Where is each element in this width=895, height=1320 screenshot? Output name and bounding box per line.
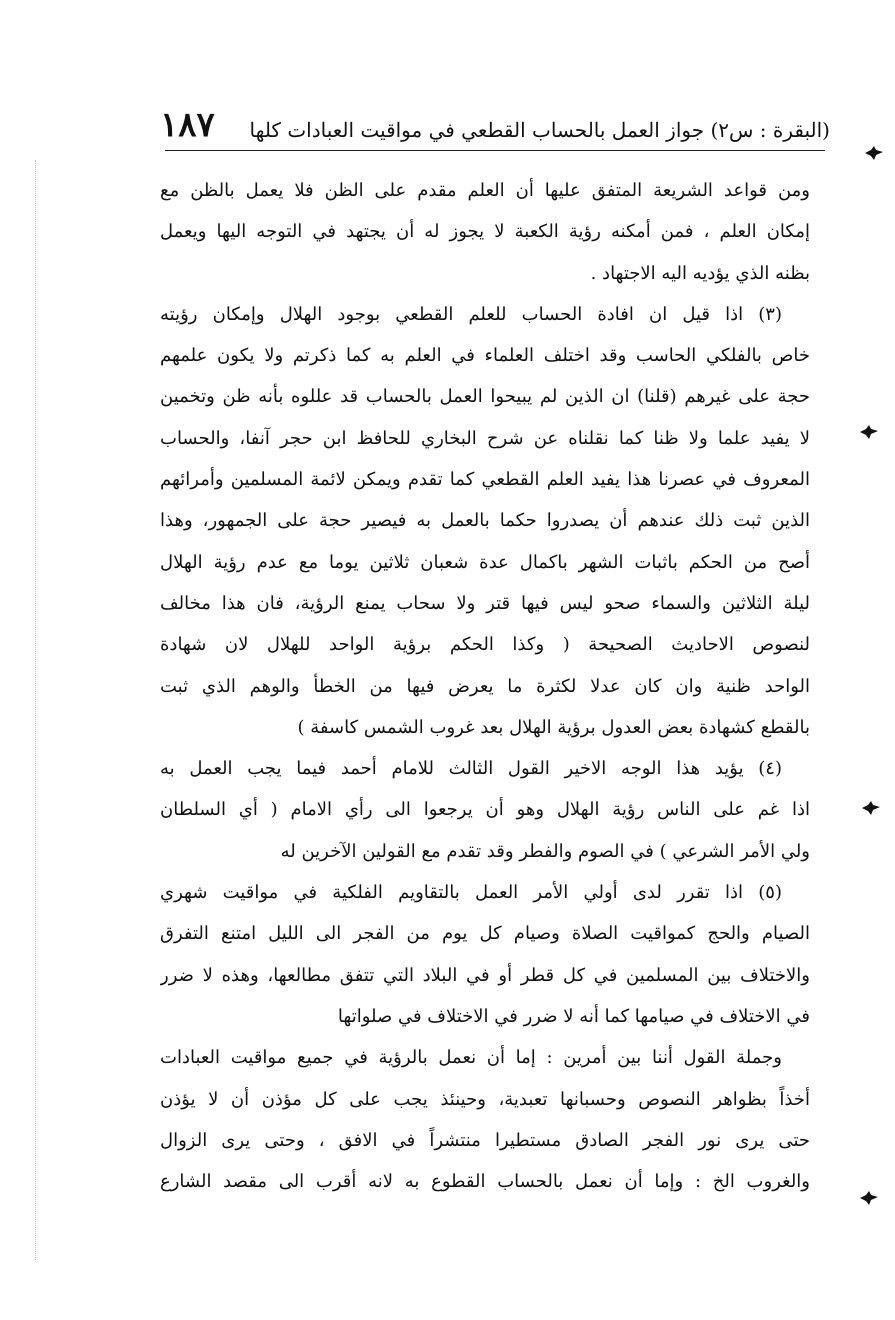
- text-line: المعروف في عصرنا هذا يفيد العلم القطعي كما تقدم ويمكن لائمة المسلمين وأمرائهم: [160, 469, 810, 491]
- text-line: أخذاً بظواهر النصوص وحسبانها تعبدية، وحينئذ يجب على كل مؤذن أن لا يؤذن: [160, 1088, 810, 1110]
- body-text: [160, 170, 810, 1202]
- text-line: ليلة الثلاثين والسماء صحو ليس فيها قتر ولا سحاب يمنع الرؤية، فان هذا مخالف: [160, 592, 810, 614]
- text-line: بالقطع كشهادة بعض العدول برؤية الهلال بعد غروب الشمس كاسفة ): [297, 716, 810, 738]
- text-line: بظنه الذي يؤديه اليه الاجتهاد .: [590, 262, 810, 284]
- text-line: والغروب الخ : وإما أن نعمل بالحساب القطوع به لانه أقرب الى مقصد الشارع: [160, 1171, 810, 1193]
- text-line: في الاختلاف في صيامها كما أنه لا ضرر في الاختلاف في صلواتها: [337, 1005, 810, 1027]
- text-line: (٤) يؤيد هذا الوجه الاخير القول الثالث للامام أحمد فيما يجب العمل به: [160, 758, 782, 780]
- header-rule: [165, 150, 825, 151]
- text-line: أصح من الحكم باثبات الشهر باكمال عدة شعبان ثلاثين يوما مع عدم رؤية الهلال: [160, 551, 810, 573]
- margin-mark-icon: [863, 145, 885, 161]
- text-line: (٥) اذا تقرر لدى أولي الأمر العمل بالتقاويم الفلكية في مواقيت شهري: [160, 882, 782, 904]
- text-line: الصيام والحج كمواقيت الصلاة وصيام كل يوم من الفجر الى الليل امتنع التفرق: [160, 923, 810, 945]
- margin-mark-icon: [858, 424, 880, 440]
- text-line: وجملة القول أننا بين أمرين : إما أن نعمل بالرؤية في جميع مواقيت العبادات: [160, 1047, 782, 1069]
- text-line: ومن قواعد الشريعة المتفق عليها أن العلم مقدم على الظن فلا يعمل بالظن مع: [160, 180, 810, 201]
- text-line: ولي الأمر الشرعي ) في الصوم والفطر وقد تقدم مع القولين الآخرين له: [280, 840, 810, 862]
- text-line: (٣) اذا قيل ان افادة الحساب للعلم القطعي بوجود الهلال وإمكان رؤيته: [160, 303, 782, 325]
- text-line: لا يفيد علما ولا ظنا كما نقلناه عن شرح البخاري للحافظ ابن حجر آنفا، والحساب: [160, 427, 810, 449]
- running-header: [160, 98, 830, 145]
- text-line: حجة على غيرهم (قلنا) ان الذين لم يبيحوا العمل بالحساب قد عللوه بأنه ظن وتخمين: [160, 386, 810, 408]
- header-title: (البقرة : س٢) جواز العمل بالحساب القطعي في مواقيت العبادات كلها: [249, 118, 830, 142]
- text-line: الذين ثبت ذلك عندهم أن يصدروا حكما بالعمل به فيصير حجة على الجمهور، وهذا: [160, 510, 810, 532]
- text-line: إمكان العلم ، فمن أمكنه رؤية الكعبة لا يجوز له أن يجتهد في التوجه اليها ويعمل: [160, 221, 810, 243]
- text-line: حتى يرى نور الفجر الصادق مستطيرا منتشراً في الافق ، وحتى يرى الزوال: [160, 1129, 810, 1151]
- page-number: ١٨٧: [160, 105, 215, 145]
- binding-gutter: [35, 160, 36, 1260]
- text-line: الواحد ظنية وان كان عدلا لكثرة ما يعرض فيها من الخطأ والوهم الذي ثبت: [160, 675, 810, 697]
- margin-mark-icon: [860, 800, 882, 816]
- text-line: لنصوص الاحاديث الصحيحة ( وكذا الحكم برؤية الواحد للهلال لان شهادة: [160, 634, 810, 656]
- text-line: اذا غم على الناس رؤية الهلال وهو أن يرجعوا الى رأي الامام ( أي السلطان: [160, 799, 810, 821]
- text-line: خاص بالفلكي الحاسب وقد اختلف العلماء في العلم به كما ذكرتم ولا يكون علمهم: [160, 345, 810, 367]
- text-line: والاختلاف بين المسلمين في كل قطر أو في البلاد التي تتفق مطالعها، وهذه لا ضرر: [160, 964, 810, 986]
- margin-mark-icon: [858, 1190, 880, 1206]
